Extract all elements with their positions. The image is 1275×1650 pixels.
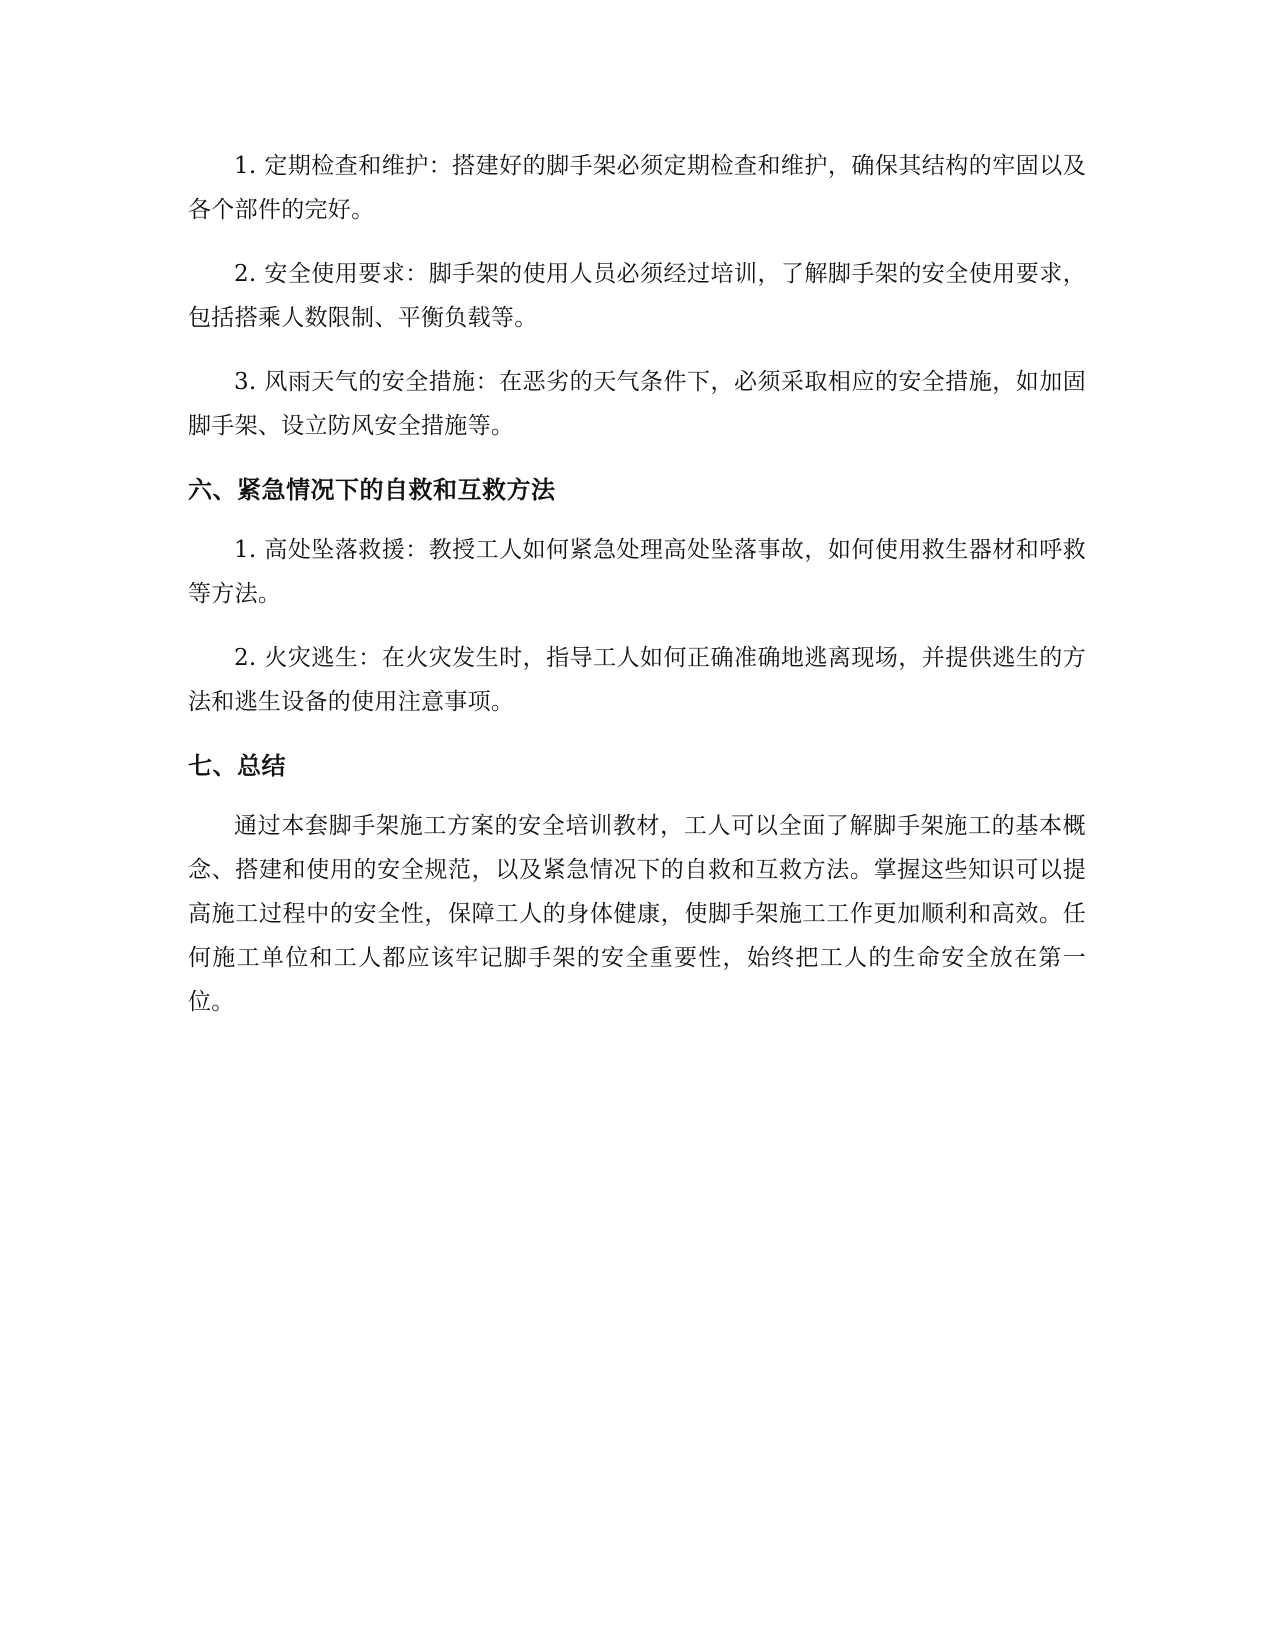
paragraph-fall-rescue: 1. 高处坠落救援：教授工人如何紧急处理高处坠落事故，如何使用救生器材和呼救等方法。 xyxy=(188,537,1086,607)
paragraph-summary: 通过本套脚手架施工方案的安全培训教材，工人可以全面了解脚手架施工的基本概念、搭建和使用的安全规范，以及紧急情况下的自救和互救方法。掌握这些知识可以提高施工过程中的安全性，保障工人的身体健康，使脚手架施工工作更加顺利和高效。任何施工单位和工人都应该牢记脚手架的安全重要性，始终把工人的生命安全放在第一位。 xyxy=(188,813,1086,1015)
paragraph-safe-usage: 2. 安全使用要求：脚手架的使用人员必须经过培训，了解脚手架的安全使用要求，包括搭乘人数限制、平衡负载等。 xyxy=(188,261,1086,331)
paragraph-fire-escape: 2. 火灾逃生：在火灾发生时，指导工人如何正确准确地逃离现场，并提供逃生的方法和逃生设备的使用注意事项。 xyxy=(188,645,1086,715)
section-heading-summary: 七、总结 xyxy=(188,752,286,780)
section-heading-emergency: 六、紧急情况下的自救和互救方法 xyxy=(188,476,556,504)
document-body xyxy=(188,144,1086,1044)
paragraph-maintenance: 1. 定期检查和维护：搭建好的脚手架必须定期检查和维护，确保其结构的牢固以及各个部件的完好。 xyxy=(188,153,1086,223)
paragraph-weather-measures: 3. 风雨天气的安全措施：在恶劣的天气条件下，必须采取相应的安全措施，如加固脚手架、设立防风安全措施等。 xyxy=(188,369,1086,439)
